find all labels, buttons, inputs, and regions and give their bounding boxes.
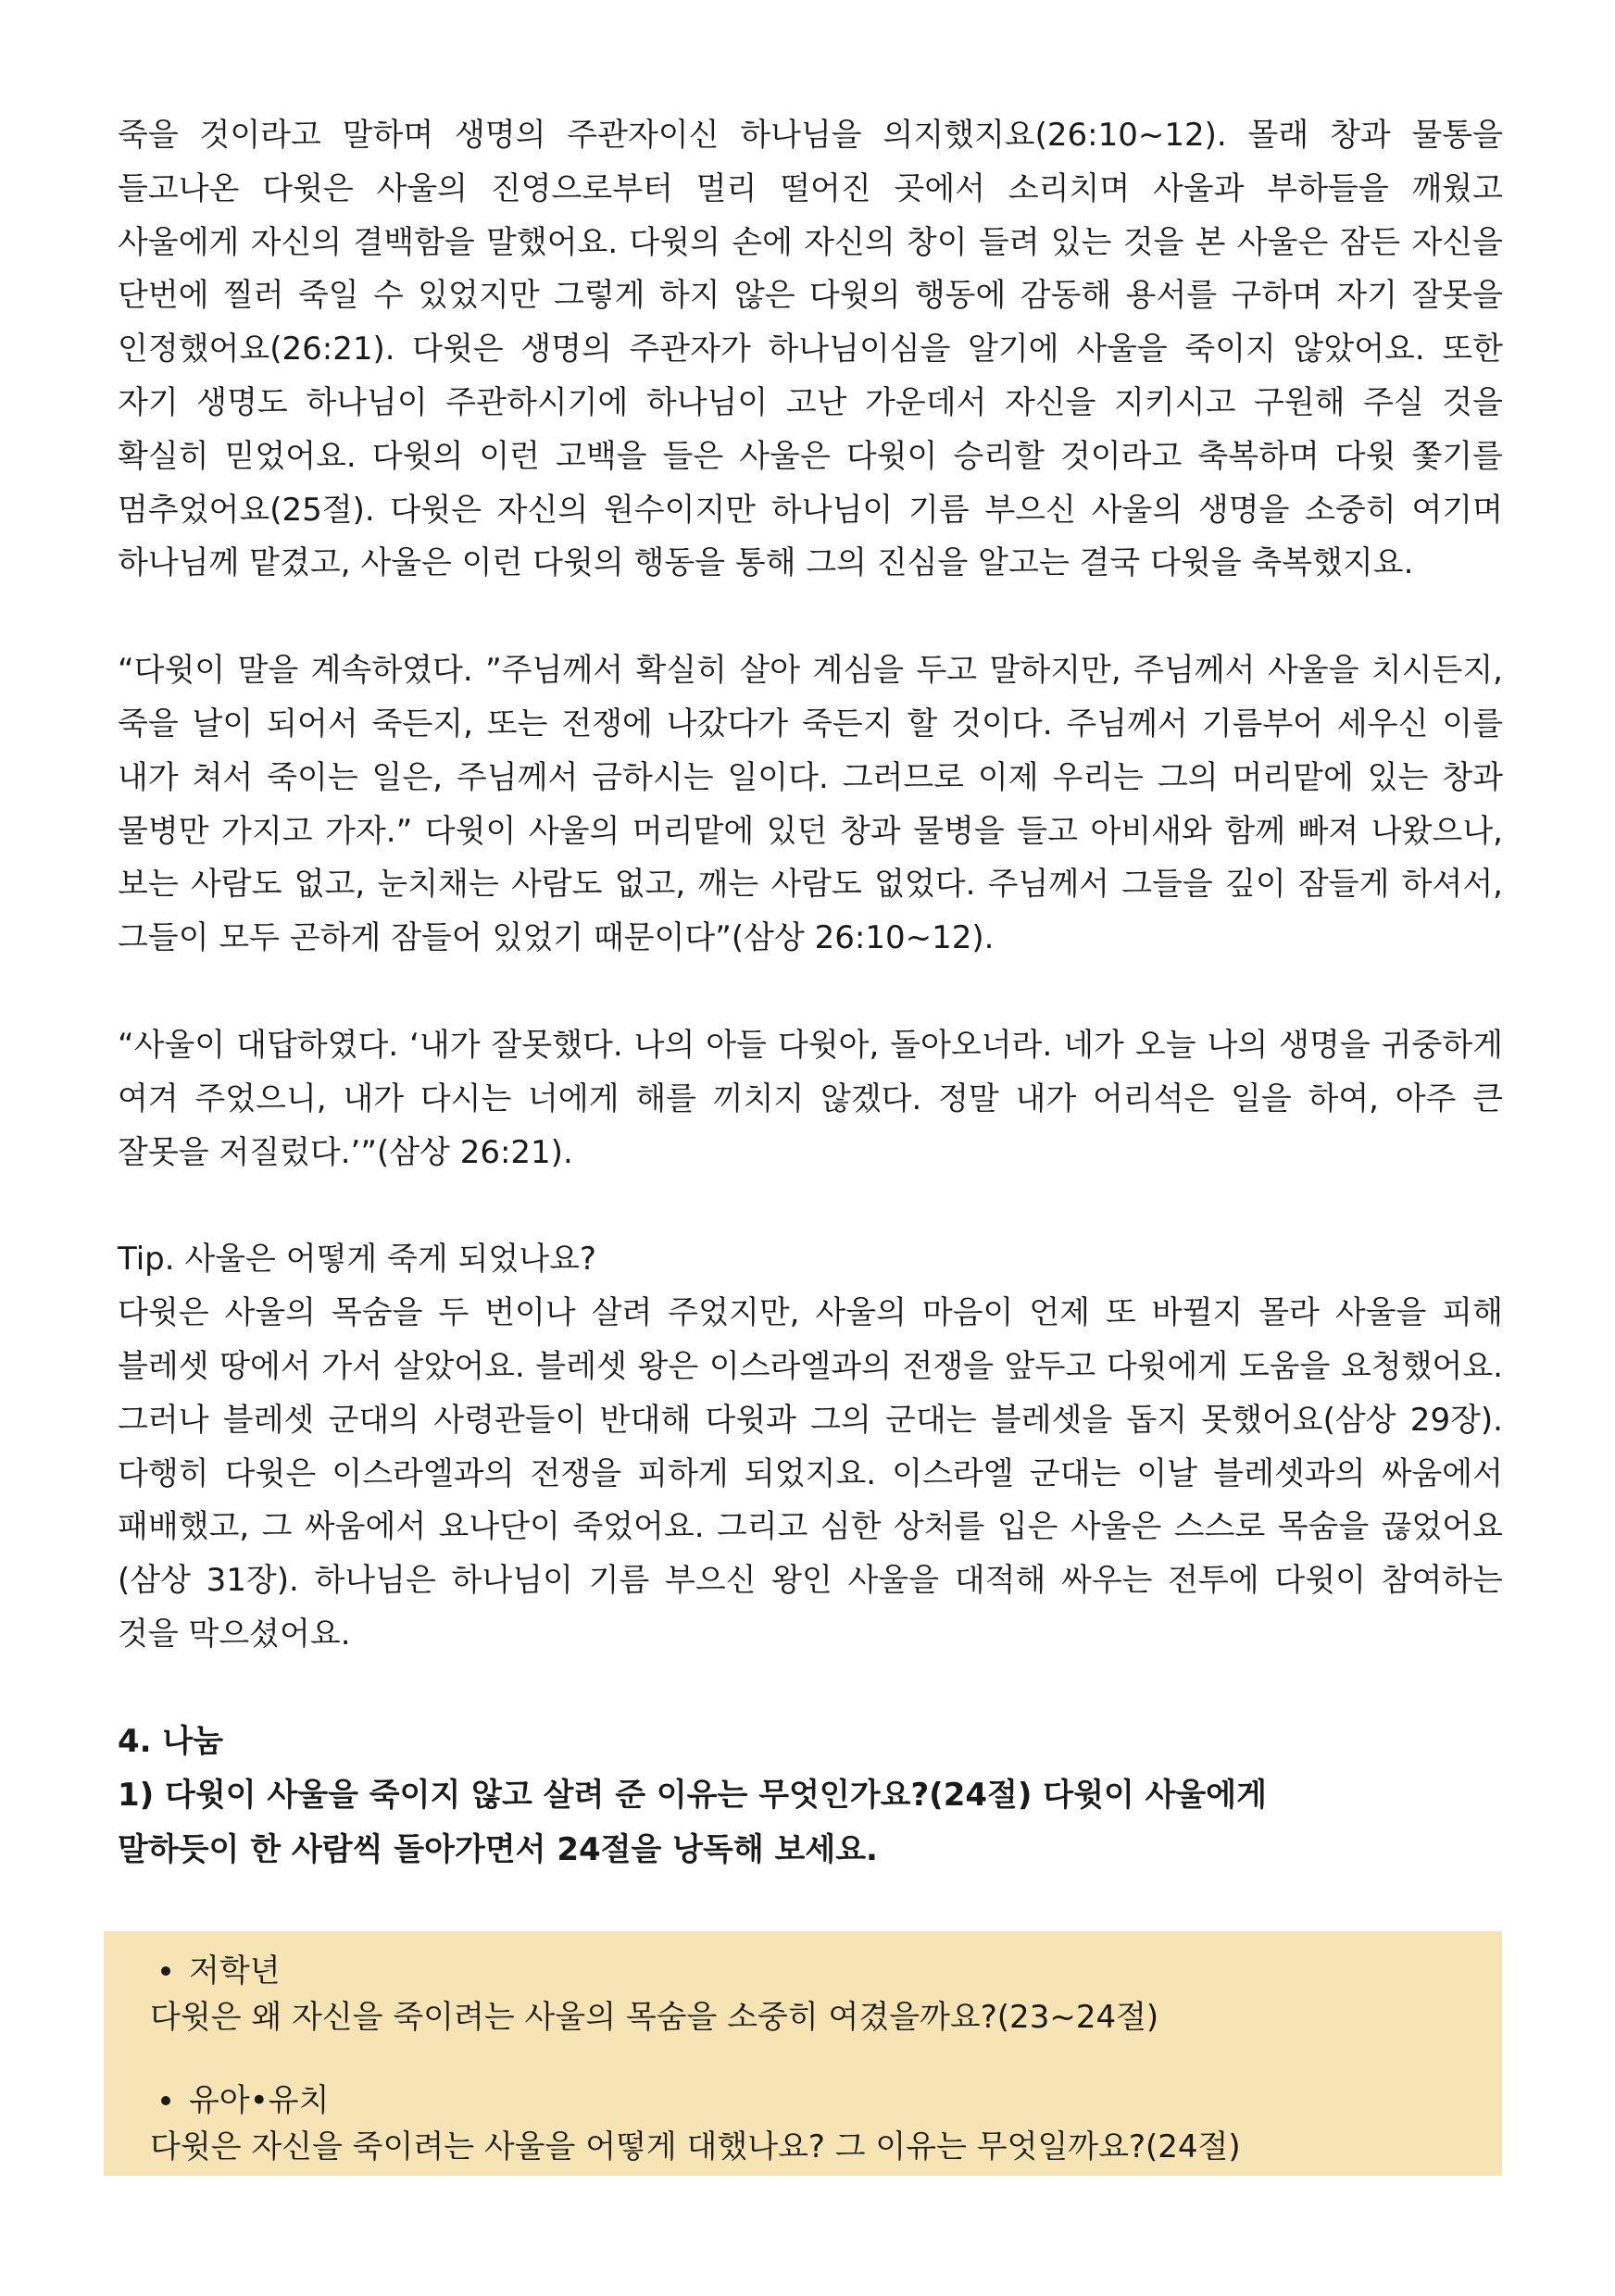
- tip-title: Tip. 사울은 어떻게 죽게 되었나요?: [118, 1241, 596, 1279]
- scripture-quote-2: “사울이 대답하였다. ‘내가 잘못했다. 나의 아들 다윗아, 돌아오너라. 네가 오늘 나의 생명을 귀중하게 여겨 주었으니, 내가 다시는 너에게 해를 끼치지 않겠다. 정말 내가 어리석은 일을 하여, 아주 큰 잘못을 저질렀다.’”(삼상 26:21).: [118, 1026, 1503, 1171]
- group-question-lower-grade: 다윗은 왜 자신을 죽이려는 사울의 목숨을 소중히 여겼을까요?(23~24절): [150, 1999, 1159, 2036]
- bullet-icon: [161, 1966, 170, 1976]
- document-body: [118, 109, 1503, 1878]
- group-label: 저학년: [189, 1953, 281, 1990]
- narrative-paragraph: 죽을 것이라고 말하며 생명의 주관자이신 하나님을 의지했지요(26:10~12). 몰래 창과 물통을 들고나온 다윗은 사울의 진영으로부터 멀리 떨어진 곳에서 소리치며 사울과 부하들을 깨웠고 사울에게 자신의 결백함을 말했어요. 다윗의 손에 자신의 창이 들려 있는 것을 본 사울은 잠든 자신을 단번에 찔러 죽일 수 있었지만 그렇게 하지 않은 다윗의 행동에 감동해 용서를 구하며 자기 잘못을 인정했어요(26:21). 다윗은 생명의 주관자가 하나님이심을 알기에 사울을 죽이지 않았어요. 또한 자기 생명도 하나님이 주관하시기에 하나님이 고난 가운데서 자신을 지키시고 구원해 주실 것을 확실히 믿었어요. 다윗의 이런 고백을 들은 사울은 다윗이 승리할 것이라고 축복하며 다윗 쫓기를 멈추었어요(25절). 다윗은 자신의 원수이지만 하나님이 기름 부으신 사울의 생명을 소중히 여기며 하나님께 맡겼고, 사울은 이런 다윗의 행동을 통해 그의 진심을 알고는 결국 다윗을 축복했지요.: [118, 117, 1503, 582]
- sharing-question-line-2: 말하듯이 한 사람씩 돌아가면서 24절을 낭독해 보세요.: [118, 1830, 878, 1868]
- group-label-lower-grade: [150, 1948, 1484, 1994]
- group-label-preschool: [150, 2078, 1484, 2124]
- group-label: 유아•유치: [189, 2082, 330, 2119]
- group-question-preschool: 다윗은 자신을 죽이려는 사울을 어떻게 대했나요? 그 이유는 무엇일까요?(24절): [150, 2128, 1241, 2165]
- age-group-questions-box: [104, 1931, 1502, 2176]
- section-title: 4. 나눔: [118, 1722, 224, 1760]
- sharing-question-line-1: 1) 다윗이 사울을 죽이지 않고 살려 준 이유는 무엇인가요?(24절) 다윗이 사울에게: [118, 1776, 1267, 1814]
- scripture-quote-1: “다윗이 말을 계속하였다. ”주님께서 확실히 살아 계심을 두고 말하지만, 주님께서 사울을 치시든지, 죽을 날이 되어서 죽든지, 또는 전쟁에 나갔다가 죽든지 할 것이다. 주님께서 기름부어 세우신 이를 내가 쳐서 죽이는 일은, 주님께서 금하시는 일이다. 그러므로 이제 우리는 그의 머리맡에 있는 창과 물병만 가지고 가자.” 다윗이 사울의 머리맡에 있던 창과 물병을 들고 아비새와 함께 빠져 나왔으나, 보는 사람도 없고, 눈치채는 사람도 없고, 깨는 사람도 없었다. 주님께서 그들을 깊이 잠들게 하셔서, 그들이 모두 곤하게 잠들어 있었기 때문이다”(삼상 26:10~12).: [118, 652, 1503, 957]
- tip-paragraph: 다윗은 사울의 목숨을 두 번이나 살려 주었지만, 사울의 마음이 언제 또 바뀔지 몰라 사울을 피해 블레셋 땅에서 가서 살았어요. 블레셋 왕은 이스라엘과의 전쟁을 앞두고 다윗에게 도움을 요청했어요. 그러나 블레셋 군대의 사령관들이 반대해 다윗과 그의 군대는 블레셋을 돕지 못했어요(삼상 29장). 다행히 다윗은 이스라엘과의 전쟁을 피하게 되었지요. 이스라엘 군대는 이날 블레셋과의 싸움에서 패배했고, 그 싸움에서 요나단이 죽었어요. 그리고 심한 상처를 입은 사울은 스스로 목숨을 끊었어요(삼상 31장). 하나님은 하나님이 기름 부으신 왕인 사울을 대적해 싸우는 전투에 다윗이 참여하는 것을 막으셨어요.: [118, 1294, 1503, 1653]
- bullet-icon: [161, 2096, 170, 2105]
